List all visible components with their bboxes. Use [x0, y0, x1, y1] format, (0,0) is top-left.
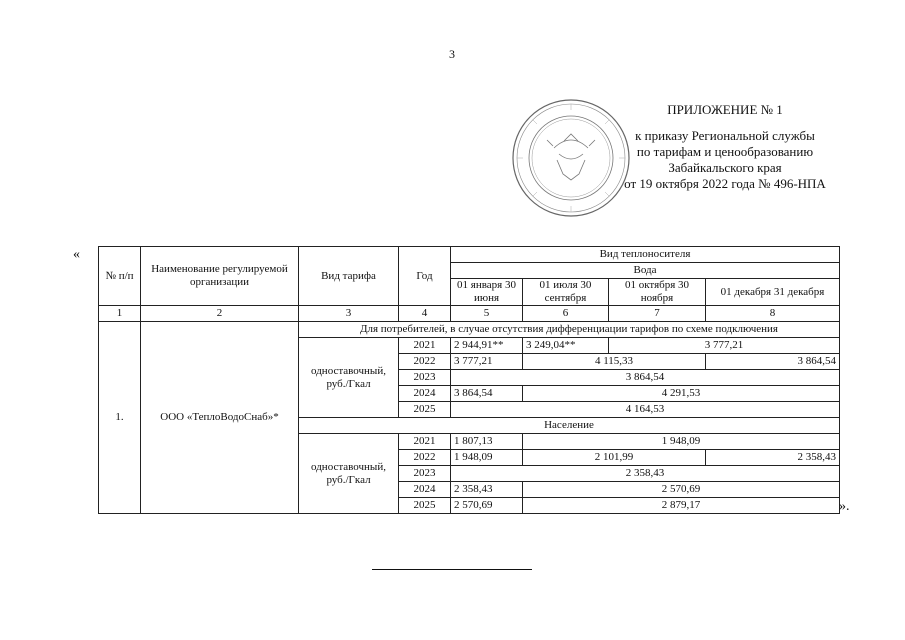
tariff-table [98, 246, 840, 514]
tariff-value: 4 291,53 [523, 386, 840, 402]
tariff-value: 3 249,04** [523, 338, 609, 354]
tariff-value: 2 944,91** [451, 338, 523, 354]
appendix-header [590, 102, 860, 192]
group-consumers-title: Для потребителей, в случае отсутствия дифференциации тарифов по схеме подключения [299, 322, 840, 338]
col-number: 3 [299, 306, 399, 322]
year-cell: 2021 [399, 434, 451, 450]
col-number: 2 [141, 306, 299, 322]
col-number: 4 [399, 306, 451, 322]
year-cell: 2023 [399, 370, 451, 386]
year-cell: 2022 [399, 450, 451, 466]
header-line-2: по тарифам и ценообразованию [636, 144, 814, 159]
tariff-value: 4 164,53 [451, 402, 840, 418]
header-period-4: 01 декабря 31 декабря [706, 279, 840, 306]
year-cell: 2025 [399, 402, 451, 418]
signature-line [372, 569, 532, 570]
page-number: 3 [449, 47, 455, 61]
tariff-value: 2 879,17 [523, 498, 840, 514]
year-cell: 2021 [399, 338, 451, 354]
closing-quote: ». [839, 499, 850, 514]
tariff-value: 2 358,43 [451, 482, 523, 498]
tariff-value: 2 570,69 [451, 498, 523, 514]
col-number: 1 [99, 306, 141, 322]
tariff-value: 1 948,09 [523, 434, 840, 450]
tariff-value: 3 864,54 [706, 354, 840, 370]
appendix-title: ПРИЛОЖЕНИЕ № 1 [667, 102, 783, 117]
year-cell: 2023 [399, 466, 451, 482]
year-cell: 2024 [399, 482, 451, 498]
col-number: 7 [609, 306, 706, 322]
header-line-3: Забайкальского края [668, 160, 782, 175]
header-org: Наименование регулируемой организации [141, 247, 299, 306]
col-number: 8 [706, 306, 840, 322]
year-cell: 2025 [399, 498, 451, 514]
col-number: 6 [523, 306, 609, 322]
header-tariff: Вид тарифа [299, 247, 399, 306]
tariff-value: 2 101,99 [523, 450, 706, 466]
tariff-value: 3 864,54 [451, 370, 840, 386]
tariff-value: 3 777,21 [451, 354, 523, 370]
tariff-value: 2 358,43 [451, 466, 840, 482]
header-num: № п/п [99, 247, 141, 306]
tariff-value: 4 115,33 [523, 354, 706, 370]
tariff-value: 2 570,69 [523, 482, 840, 498]
header-period-3: 01 октября 30 ноября [609, 279, 706, 306]
tariff-value: 3 777,21 [609, 338, 840, 354]
header-water: Вода [451, 263, 840, 279]
organization-name: ООО «ТеплоВодоСнаб»* [141, 322, 299, 514]
row-number: 1. [99, 322, 141, 514]
tariff-value: 2 358,43 [706, 450, 840, 466]
opening-quote: « [73, 247, 80, 262]
tariff-type: одноставочный, руб./Гкал [299, 434, 399, 514]
header-line-4: от 19 октября 2022 года № 496-НПА [624, 176, 826, 191]
group-population-title: Население [299, 418, 840, 434]
year-cell: 2022 [399, 354, 451, 370]
header-year: Год [399, 247, 451, 306]
tariff-value: 1 807,13 [451, 434, 523, 450]
tariff-value: 1 948,09 [451, 450, 523, 466]
header-line-1: к приказу Региональной службы [635, 128, 815, 143]
col-number: 5 [451, 306, 523, 322]
header-period-1: 01 января 30 июня [451, 279, 523, 306]
header-heat-carrier: Вид теплоносителя [451, 247, 840, 263]
tariff-type: одноставочный, руб./Гкал [299, 338, 399, 418]
header-period-2: 01 июля 30 сентября [523, 279, 609, 306]
tariff-value: 3 864,54 [451, 386, 523, 402]
year-cell: 2024 [399, 386, 451, 402]
